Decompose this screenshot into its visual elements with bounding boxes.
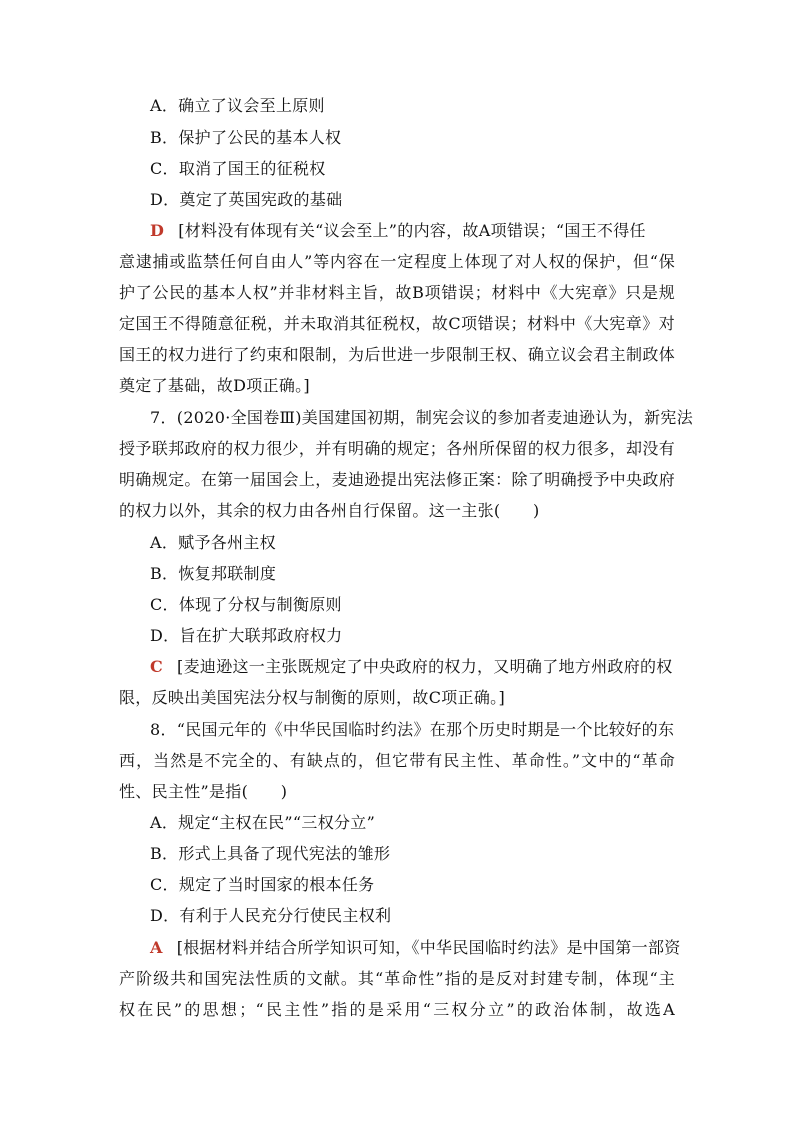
q7-explanation-line-1: C [麦迪逊这一主张既规定了中央政府的权力，又明确了地方州政府的权	[150, 657, 673, 676]
q7-answer: C	[150, 657, 164, 676]
q7-option-c: C．体现了分权与制衡原则	[150, 595, 342, 614]
q8-explanation-line-3: 权在民”的思想；“民主性”指的是采用“三权分立”的政治体制，故选A	[119, 1000, 675, 1019]
q7-stem-line-4: 的权力以外，其余的权力由各州自行保留。这一主张( )	[119, 501, 540, 520]
q6-explanation-line-1: D [材料没有体现有关“议会至上”的内容，故A项错误；“国王不得任	[150, 221, 646, 240]
q7-option-b: B．恢复邦联制度	[150, 564, 277, 583]
q8-stem-line-1: 8．“民国元年的《中华民国临时约法》在那个历史时期是一个比较好的东	[150, 720, 675, 739]
q7-explanation-line-2: 限，反映出美国宪法分权与制衡的原则，故C项正确。]	[119, 688, 505, 707]
q8-option-b: B．形式上具备了现代宪法的雏形	[150, 844, 391, 863]
q7-option-d: D．旨在扩大联邦政府权力	[150, 626, 343, 645]
q8-option-a: A．规定“主权在民”“三权分立”	[150, 813, 376, 832]
q6-explanation-line-2: 意逮捕或监禁任何自由人”等内容在一定程度上体现了对人权的保护，但“保	[119, 252, 675, 271]
q8-option-d: D．有利于人民充分行使民主权利	[150, 906, 392, 925]
q8-explanation-line-2: 产阶级共和国宪法性质的文献。其“革命性”指的是反对封建专制，体现“主	[119, 969, 675, 988]
q6-answer: D	[150, 221, 165, 240]
q7-stem-line-3: 明确规定。在第一届国会上，麦迪逊提出宪法修正案：除了明确授予中央政府	[119, 470, 675, 489]
q6-option-a: A．确立了议会至上原则	[150, 96, 325, 115]
q8-stem-line-3: 性、民主性”是指( )	[119, 782, 288, 801]
q7-stem-line-1: 7．(2020·全国卷Ⅲ)美国建国初期，制宪会议的参加者麦迪逊认为，新宪法	[150, 408, 693, 427]
q8-option-c: C．规定了当时国家的根本任务	[150, 875, 375, 894]
q8-explanation-line-1: A [根据材料并结合所学知识可知，《中华民国临时约法》是中国第一部资	[150, 938, 681, 957]
q7-option-a: A．赋予各州主权	[150, 533, 276, 552]
q7-stem-line-2: 授予联邦政府的权力很少，并有明确的规定；各州所保留的权力很多，却没有	[119, 439, 675, 458]
q6-explanation-line-3: 护了公民的基本人权”并非材料主旨，故B项错误；材料中《大宪章》只是规	[119, 283, 675, 302]
q6-explanation-line-6: 奠定了基础，故D项正确。]	[119, 376, 310, 395]
q8-stem-line-2: 西，当然是不完全的、有缺点的，但它带有民主性、革命性。”文中的“革命	[119, 751, 675, 770]
q6-option-d: D．奠定了英国宪政的基础	[150, 190, 343, 209]
q6-option-c: C．取消了国王的征税权	[150, 159, 326, 178]
q6-explanation-line-5: 国王的权力进行了约束和限制，为后世进一步限制王权、确立议会君主制政体	[119, 345, 675, 364]
q8-answer: A	[150, 938, 163, 957]
q6-explanation-line-4: 定国王不得随意征税，并未取消其征税权，故C项错误；材料中《大宪章》对	[119, 314, 675, 333]
q6-option-b: B．保护了公民的基本人权	[150, 128, 342, 147]
